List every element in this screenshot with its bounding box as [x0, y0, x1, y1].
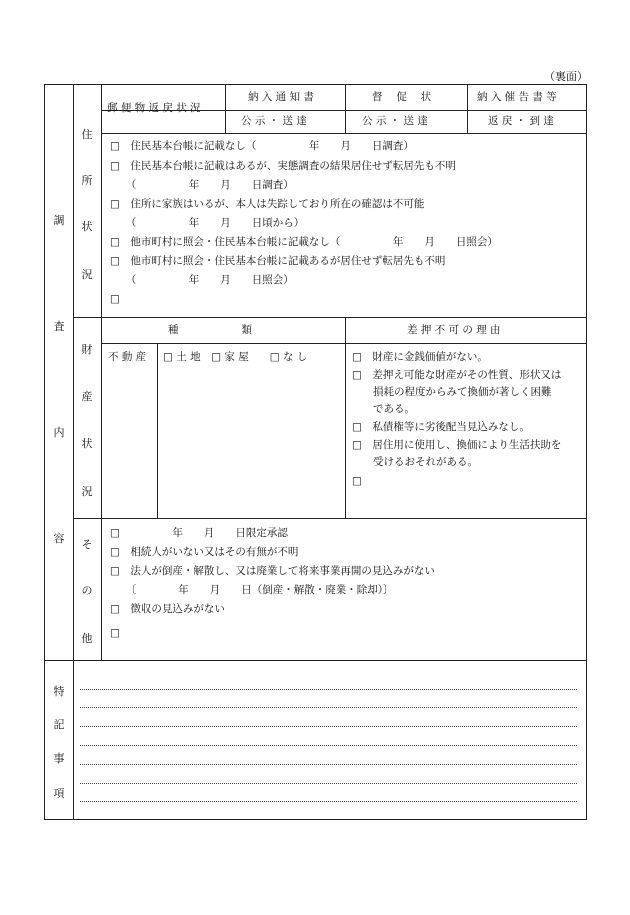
fudosan-options: □ 土 地 □ 家 屋 □ な し [163, 351, 308, 363]
jusho-label-char: 住 [81, 128, 93, 141]
zaisan-reason: 受けるおそれがある。 [352, 456, 478, 468]
special-notes-line[interactable] [80, 689, 577, 690]
special-notes-line[interactable] [80, 707, 577, 708]
special-notes-line[interactable] [80, 745, 577, 746]
zaisan-label-char: 状 [81, 437, 93, 450]
jusho-item: （ 年 月 日照会） [110, 274, 294, 286]
zaisan-reason: □ [352, 475, 362, 487]
special-notes-line[interactable] [80, 801, 577, 802]
sonota-label-char: 他 [81, 632, 93, 645]
sonota-item: □ 法人が倒産・解散し、又は廃業して将来事業再開の見込みがない [110, 565, 435, 577]
mail-col1-value: 公 示 ・ 送 達 [241, 115, 307, 127]
zaisan-label-char: 産 [81, 390, 93, 403]
sonota-item: 〔 年 月 日（倒産・解散・廃業・除却）〕 [110, 584, 394, 596]
special-label-char: 記 [53, 718, 65, 731]
jusho-label-char: 所 [81, 174, 93, 187]
jusho-item: □ 住民基本台帳に記載なし（ 年 月 日調査） [110, 140, 414, 152]
section-main-char: 内 [53, 426, 65, 439]
page-side-label: （裏面） [544, 70, 588, 83]
jusho-label-char: 況 [81, 268, 93, 281]
mail-col2-title: 督 促 状 [372, 91, 432, 103]
section-main-char: 容 [53, 532, 65, 545]
zaisan-reason: 損耗の程度からみて換価が著しく困難 [352, 386, 552, 398]
sonota-item: □ 年 月 日限定承認 [110, 527, 288, 539]
zaisan-type-header: 種 類 [168, 324, 252, 336]
jusho-item: （ 年 月 日頃から） [110, 217, 305, 229]
mail-return-label: 郵 便 物 返 戻 状 況 [107, 102, 201, 114]
jusho-item: （ 年 月 日調査） [110, 179, 294, 191]
jusho-item: □ 他市町村に照会・住民基本台帳に記載あるが居住せず転居先も不明 [110, 255, 446, 267]
special-label-char: 事 [53, 752, 65, 765]
form-frame [44, 84, 587, 820]
section-main-char: 査 [53, 320, 65, 333]
zaisan-reason: である。 [352, 403, 415, 415]
mail-col1-title: 納 入 通 知 書 [248, 91, 314, 103]
zaisan-reason: □ 居住用に使用し、換価により生活扶助を [352, 439, 562, 451]
zaisan-label-char: 況 [81, 485, 93, 498]
zaisan-reason: □ 財産に金銭価値がない。 [352, 351, 488, 363]
sonota-item: □ 相続人がいない又はその有無が不明 [110, 546, 299, 558]
special-label-char: 項 [53, 787, 65, 800]
sonota-item: □ 徴収の見込みがない [110, 603, 225, 615]
special-label-char: 特 [53, 685, 65, 698]
sonota-label-char: そ [81, 538, 93, 551]
mail-col2-value: 公 示 ・ 送 達 [362, 115, 428, 127]
special-notes-line[interactable] [80, 726, 577, 727]
jusho-label-char: 状 [81, 220, 93, 233]
mail-col3-value: 返 戻 ・ 到 達 [488, 115, 554, 127]
jusho-item: □ [110, 293, 120, 305]
sonota-item: □ [110, 627, 120, 639]
zaisan-label-char: 財 [81, 343, 93, 356]
special-notes-line[interactable] [80, 783, 577, 784]
section-main-char: 調 [53, 214, 65, 227]
jusho-item: □ 他市町村に照会・住民基本台帳に記載なし（ 年 月 日照会） [110, 236, 498, 248]
jusho-item: □ 住所に家族はいるが、本人は失踪しており所在の確認は不可能 [110, 198, 425, 210]
special-notes-line[interactable] [80, 764, 577, 765]
jusho-item: □ 住民基本台帳に記載はあるが、実態調査の結果居住せず転居先も不明 [110, 160, 456, 172]
sonota-label-char: の [81, 584, 93, 597]
fudosan-label: 不 動 産 [108, 351, 147, 363]
zaisan-reason: □ 私債権等に劣後配当見込みなし。 [352, 421, 530, 433]
zaisan-reason: □ 差押え可能な財産がその性質、形状又は [352, 369, 562, 381]
zaisan-reason-header: 差 押 不 可 の 理 由 [407, 324, 501, 336]
mail-col3-title: 納 入 催 告 書 等 [477, 91, 557, 103]
